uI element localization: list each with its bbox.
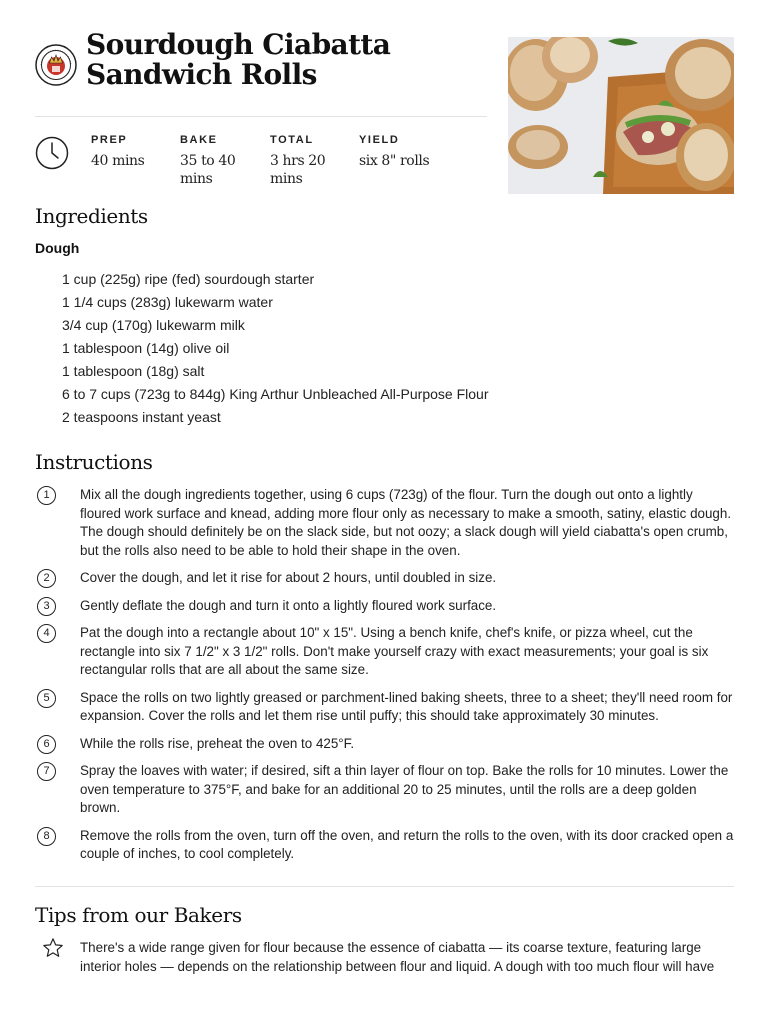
ingredient-item: 2 teaspoons instant yeast xyxy=(62,409,221,425)
tips-heading: Tips from our Bakers xyxy=(35,903,242,927)
instruction-step xyxy=(35,624,735,680)
instruction-list xyxy=(35,486,735,873)
ingredient-item: 1 tablespoon (14g) olive oil xyxy=(62,340,230,356)
instruction-step xyxy=(35,689,735,726)
meta-bake xyxy=(180,134,260,188)
star-icon xyxy=(42,937,64,959)
ingredient-group-title: Dough xyxy=(35,240,80,256)
instruction-step xyxy=(35,827,735,864)
meta-label: YIELD xyxy=(359,134,400,146)
instructions-heading: Instructions xyxy=(35,450,153,474)
ingredients-heading: Ingredients xyxy=(35,204,148,228)
ciabatta-sandwich-photo xyxy=(508,37,734,194)
step-text: Pat the dough into a rectangle about 10" x 15". Using a bench knife, chef's knife, or pizza wheel, cut the rectangle into six 7 1/2" x 3 1/2" rolls. Don't make yourself crazy with exact measurements; your goal is six rectangular rolls that are all about the same size. xyxy=(80,625,709,677)
instruction-step xyxy=(35,486,735,560)
meta-value: 3 hrs 20 mins xyxy=(270,153,326,187)
step-text: Spray the loaves with water; if desired, sift a thin layer of flour on top. Bake the rolls for 10 minutes. Lower the oven temperature to 375°F, and bake for an additional 20 to 25 minutes, until the rolls are a deep golden brown. xyxy=(80,763,729,815)
step-text: Gently deflate the dough and turn it onto a lightly floured work surface. xyxy=(80,597,497,613)
tip-text: There's a wide range given for flour because the essence of ciabatta — its coarse texture, featuring large interior holes — depends on the relationship between flour and liquid. A dough with too much flour will have xyxy=(80,940,715,974)
meta-value: six 8" rolls xyxy=(359,153,430,169)
header-divider xyxy=(35,116,487,117)
instruction-step xyxy=(35,597,735,616)
step-number: 5 xyxy=(37,689,56,708)
meta-label: TOTAL xyxy=(270,134,314,146)
instruction-step xyxy=(35,569,735,588)
step-number: 2 xyxy=(37,569,56,588)
step-text: While the rolls rise, preheat the oven to 425°F. xyxy=(80,735,355,751)
ingredient-item: 1 cup (225g) ripe (fed) sourdough starter xyxy=(62,271,315,287)
instruction-step xyxy=(35,735,735,754)
step-number: 4 xyxy=(37,624,56,643)
meta-label: BAKE xyxy=(180,134,218,146)
ingredient-item: 6 to 7 cups (723g to 844g) King Arthur Unbleached All-Purpose Flour xyxy=(62,386,489,402)
step-number: 7 xyxy=(37,762,56,781)
section-divider xyxy=(35,886,734,887)
meta-label: PREP xyxy=(91,134,128,146)
meta-total xyxy=(270,134,350,188)
step-number: 3 xyxy=(37,597,56,616)
ingredient-item: 1 1/4 cups (283g) lukewarm water xyxy=(62,294,273,310)
clock-icon xyxy=(35,136,69,170)
step-text: Remove the rolls from the oven, turn off the oven, and return the rolls to the oven, with its door cracked open a couple of inches, to cool completely. xyxy=(80,827,734,861)
instruction-step xyxy=(35,762,735,818)
step-text: Space the rolls on two lightly greased or parchment-lined baking sheets, three to a sheet; they'll need room for expansion. Cover the rolls and let them rise until puffy; this should take approximately 30 minutes. xyxy=(80,689,733,723)
step-text: Cover the dough, and let it rise for about 2 hours, until doubled in size. xyxy=(80,570,497,585)
meta-value: 40 mins xyxy=(91,153,145,169)
step-text: Mix all the dough ingredients together, using 6 cups (723g) of the flour. Turn the dough out onto a lightly floured work surface and knead, adding more flour only as necessary to make a smooth, satiny, elastic dough. The dough should definitely be on the slack side, but not oozy; a slack dough will yield ciabatta's open crumb, but the rolls also need to be able to hold their shape in the oven. xyxy=(80,487,732,558)
meta-yield xyxy=(359,134,479,170)
ingredient-item: 3/4 cup (170g) lukewarm milk xyxy=(62,317,245,333)
king-arthur-logo-icon[interactable] xyxy=(35,44,77,86)
step-number: 1 xyxy=(37,486,56,505)
meta-prep xyxy=(91,134,171,170)
step-number: 8 xyxy=(37,827,56,846)
ingredient-list xyxy=(62,268,488,429)
page-title: Sourdough Ciabatta Sandwich Rolls xyxy=(86,28,391,91)
meta-value: 35 to 40 mins xyxy=(180,153,236,187)
ingredient-item: 1 tablespoon (18g) salt xyxy=(62,363,205,379)
step-number: 6 xyxy=(37,735,56,754)
